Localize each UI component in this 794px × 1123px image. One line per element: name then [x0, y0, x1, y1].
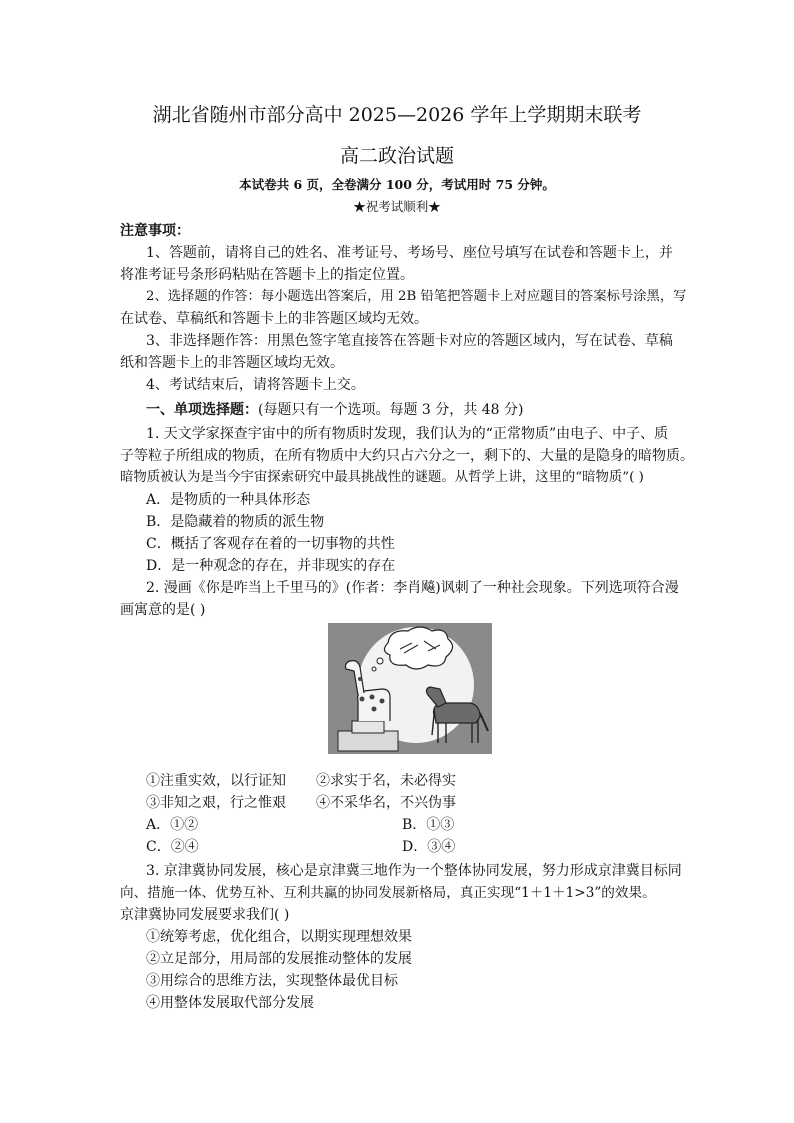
notice-line: 纸和答题卡上的非答题区域均无效。	[120, 355, 344, 371]
section-note: (每题只有一个选项。每题 3 分，共 48 分)	[258, 402, 524, 418]
q2-statement: ②求实于名，未必得实	[316, 773, 456, 789]
q1-option-d: D．是一种观念的存在，并非现实的存在	[146, 558, 396, 574]
giraffe-body	[358, 689, 390, 721]
thought-bubble	[384, 627, 452, 669]
q2-stem-line: 画寓意的是( )	[120, 602, 206, 618]
q2-statement: ①注重实效，以行证知	[146, 773, 286, 789]
bubble-dot	[377, 658, 383, 664]
podium-top	[352, 721, 384, 733]
q1-option-a: A．是物质的一种具体形态	[146, 492, 311, 508]
podium	[338, 731, 398, 751]
exam-title: 湖北省随州市部分高中 2025—2026 学年上学期期末联考	[152, 104, 642, 126]
q2-option-c: C．②④	[146, 839, 199, 855]
q1-option-b: B．是隐藏着的物质的派生物	[146, 514, 325, 530]
giraffe-spot	[360, 697, 365, 702]
q3-stem-line: 向、措施一体、优势互补、互利共赢的协同发展新格局，真正实现“1＋1＋1>3”的效果。	[120, 885, 656, 901]
giraffe-spot	[370, 695, 375, 700]
q3-stem-line: 3. 京津冀协同发展，核心是京津冀三地作为一个整体协同发展，努力形成京津冀目标同	[146, 863, 682, 879]
q2-option-d: D．③④	[402, 839, 456, 855]
q2-statement: ④不采华名，不兴伪事	[316, 795, 456, 811]
notice-heading: 注意事项：	[120, 223, 190, 239]
q1-option-c: C．概括了客观存在着的一切事物的共性	[146, 536, 395, 552]
bubble-dot	[372, 667, 376, 671]
q2-stem-line: 2. 漫画《你是咋当上千里马的》(作者：李肖飚)讽刺了一种社会现象。下列选项符合漫	[146, 580, 679, 596]
exam-subtitle: 高二政治试题	[339, 145, 454, 167]
section-heading-row	[146, 399, 523, 421]
giraffe-spot	[372, 707, 377, 712]
notice-line: 将准考证号条形码粘贴在答题卡上的指定位置。	[120, 267, 414, 283]
q3-statement: ③用综合的思维方法，实现整体最优目标	[146, 973, 398, 989]
q2-option-a: A．①②	[146, 817, 199, 833]
q3-statement: ②立足部分，用局部的发展推动整体的发展	[146, 951, 412, 967]
notice-line: 在试卷、草稿纸和答题卡上的非答题区域均无效。	[120, 311, 428, 327]
cartoon-image	[328, 623, 492, 754]
notice-line: 3、非选择题作答：用黑色签字笔直接答在答题卡对应的答题区域内，写在试卷、草稿	[146, 333, 673, 349]
q1-stem-line: 1. 天文学家探查宇宙中的所有物质时发现，我们认为的“正常物质”由电子、中子、质	[146, 426, 669, 442]
q3-statement: ④用整体发展取代部分发展	[146, 995, 314, 1011]
notice-line: 1、答题前，请将自己的姓名、准考证号、考场号、座位号填写在试卷和答题卡上，并	[146, 245, 673, 261]
q2-statement: ③非知之艰，行之惟艰	[146, 795, 286, 811]
giraffe-spot	[358, 677, 362, 681]
notice-line: 2、选择题的作答：每小题选出答案后，用 2B 铅笔把答题卡上对应题目的答案标号涂黑，写	[146, 289, 687, 304]
blessing: ★祝考试顺利★	[353, 199, 441, 214]
section-heading: 一、单项选择题：	[146, 402, 258, 418]
giraffe-spot	[380, 699, 385, 704]
exam-info: 本试卷共 6 页，全卷满分 100 分，考试用时 75 分钟。	[239, 177, 555, 192]
q1-stem-line: 暗物质被认为是当今宇宙探索研究中最具挑战性的谜题。从哲学上讲，这里的“暗物质”( )	[120, 470, 644, 485]
q2-option-b: B．①③	[402, 817, 455, 833]
q3-statement: ①统筹考虑，优化组合，以期实现理想效果	[146, 929, 412, 945]
q3-stem-line: 京津冀协同发展要求我们( )	[120, 907, 290, 923]
notice-line: 4、考试结束后，请将答题卡上交。	[146, 377, 365, 393]
q1-stem-line: 子等粒子所组成的物质，在所有物质中大约只占六分之一，剩下的、大量的是隐身的暗物质。	[120, 448, 694, 464]
